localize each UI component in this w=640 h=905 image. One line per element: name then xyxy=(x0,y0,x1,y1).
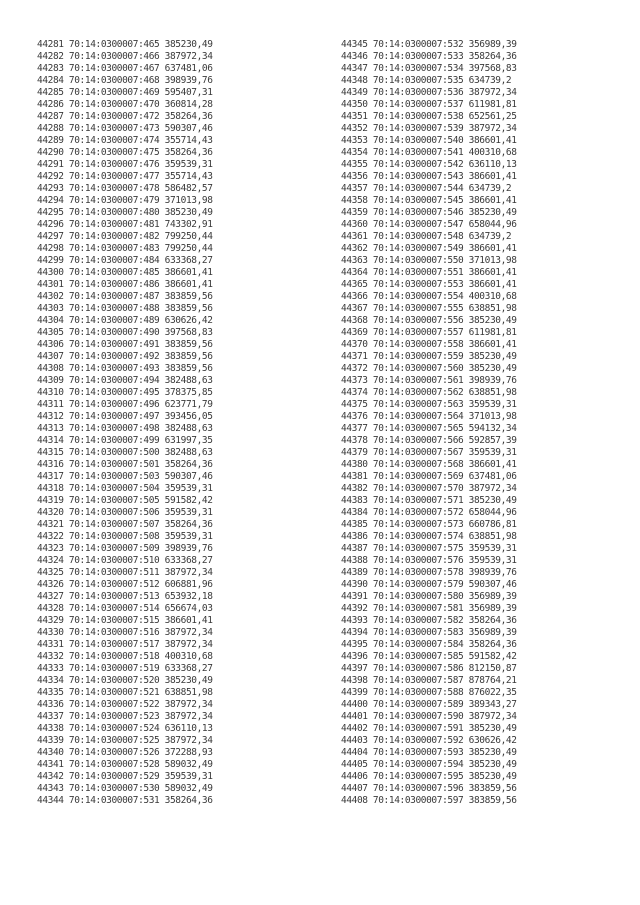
record-row: 44370 70:14:0300007:558 386601,41 xyxy=(341,339,517,350)
record-row: 44407 70:14:0300007:596 383859,56 xyxy=(341,783,517,794)
record-row: 44373 70:14:0300007:561 398939,76 xyxy=(341,375,517,386)
record-row: 44366 70:14:0300007:554 400310,68 xyxy=(341,291,517,302)
record-row: 44299 70:14:0300007:484 633368,27 xyxy=(37,255,213,266)
record-row: 44283 70:14:0300007:467 637481,06 xyxy=(37,63,213,74)
record-row: 44306 70:14:0300007:491 383859,56 xyxy=(37,339,213,350)
record-row: 44395 70:14:0300007:584 358264,36 xyxy=(341,639,517,650)
record-row: 44300 70:14:0300007:485 386601,41 xyxy=(37,267,213,278)
record-row: 44364 70:14:0300007:551 386601,41 xyxy=(341,267,517,278)
record-row: 44295 70:14:0300007:480 385230,49 xyxy=(37,207,213,218)
record-row: 44367 70:14:0300007:555 638851,98 xyxy=(341,303,517,314)
record-row: 44405 70:14:0300007:594 385230,49 xyxy=(341,759,517,770)
record-row: 44357 70:14:0300007:544 634739,2 xyxy=(341,183,512,194)
record-row: 44381 70:14:0300007:569 637481,06 xyxy=(341,471,517,482)
record-row: 44317 70:14:0300007:503 590307,46 xyxy=(37,471,213,482)
record-row: 44338 70:14:0300007:524 636110,13 xyxy=(37,723,213,734)
record-row: 44392 70:14:0300007:581 356989,39 xyxy=(341,603,517,614)
record-row: 44335 70:14:0300007:521 638851,98 xyxy=(37,687,213,698)
record-row: 44391 70:14:0300007:580 356989,39 xyxy=(341,591,517,602)
record-row: 44315 70:14:0300007:500 382488,63 xyxy=(37,447,213,458)
record-row: 44307 70:14:0300007:492 383859,56 xyxy=(37,351,213,362)
record-row: 44319 70:14:0300007:505 591582,42 xyxy=(37,495,213,506)
record-row: 44289 70:14:0300007:474 355714,43 xyxy=(37,135,213,146)
record-row: 44301 70:14:0300007:486 386601,41 xyxy=(37,279,213,290)
record-row: 44396 70:14:0300007:585 591582,42 xyxy=(341,651,517,662)
record-row: 44344 70:14:0300007:531 358264,36 xyxy=(37,795,213,806)
record-row: 44383 70:14:0300007:571 385230,49 xyxy=(341,495,517,506)
record-row: 44329 70:14:0300007:515 386601,41 xyxy=(37,615,213,626)
record-row: 44333 70:14:0300007:519 633368,27 xyxy=(37,663,213,674)
record-row: 44298 70:14:0300007:483 799250,44 xyxy=(37,243,213,254)
record-row: 44378 70:14:0300007:566 592857,39 xyxy=(341,435,517,446)
record-row: 44352 70:14:0300007:539 387972,34 xyxy=(341,123,517,134)
record-row: 44380 70:14:0300007:568 386601,41 xyxy=(341,459,517,470)
record-row: 44302 70:14:0300007:487 383859,56 xyxy=(37,291,213,302)
record-row: 44308 70:14:0300007:493 383859,56 xyxy=(37,363,213,374)
record-row: 44323 70:14:0300007:509 398939,76 xyxy=(37,543,213,554)
record-row: 44337 70:14:0300007:523 387972,34 xyxy=(37,711,213,722)
record-row: 44399 70:14:0300007:588 876022,35 xyxy=(341,687,517,698)
record-row: 44287 70:14:0300007:472 358264,36 xyxy=(37,111,213,122)
record-row: 44336 70:14:0300007:522 387972,34 xyxy=(37,699,213,710)
record-row: 44334 70:14:0300007:520 385230,49 xyxy=(37,675,213,686)
record-row: 44374 70:14:0300007:562 638851,98 xyxy=(341,387,517,398)
record-row: 44281 70:14:0300007:465 385230,49 xyxy=(37,39,213,50)
record-row: 44282 70:14:0300007:466 387972,34 xyxy=(37,51,213,62)
record-row: 44345 70:14:0300007:532 356989,39 xyxy=(341,39,517,50)
record-row: 44388 70:14:0300007:576 359539,31 xyxy=(341,555,517,566)
record-row: 44313 70:14:0300007:498 382488,63 xyxy=(37,423,213,434)
record-row: 44330 70:14:0300007:516 387972,34 xyxy=(37,627,213,638)
record-row: 44340 70:14:0300007:526 372288,93 xyxy=(37,747,213,758)
record-row: 44284 70:14:0300007:468 398939,76 xyxy=(37,75,213,86)
record-row: 44312 70:14:0300007:497 393456,05 xyxy=(37,411,213,422)
record-row: 44363 70:14:0300007:550 371013,98 xyxy=(341,255,517,266)
record-row: 44310 70:14:0300007:495 378375,85 xyxy=(37,387,213,398)
record-row: 44348 70:14:0300007:535 634739,2 xyxy=(341,75,512,86)
record-row: 44331 70:14:0300007:517 387972,34 xyxy=(37,639,213,650)
record-row: 44341 70:14:0300007:528 589032,49 xyxy=(37,759,213,770)
record-row: 44379 70:14:0300007:567 359539,31 xyxy=(341,447,517,458)
record-row: 44384 70:14:0300007:572 658044,96 xyxy=(341,507,517,518)
record-row: 44305 70:14:0300007:490 397568,83 xyxy=(37,327,213,338)
record-row: 44400 70:14:0300007:589 389343,27 xyxy=(341,699,517,710)
record-row: 44382 70:14:0300007:570 387972,34 xyxy=(341,483,517,494)
record-row: 44285 70:14:0300007:469 595407,31 xyxy=(37,87,213,98)
record-row: 44397 70:14:0300007:586 812150,87 xyxy=(341,663,517,674)
record-row: 44387 70:14:0300007:575 359539,31 xyxy=(341,543,517,554)
record-row: 44393 70:14:0300007:582 358264,36 xyxy=(341,615,517,626)
record-row: 44394 70:14:0300007:583 356989,39 xyxy=(341,627,517,638)
record-row: 44385 70:14:0300007:573 660786,81 xyxy=(341,519,517,530)
record-row: 44358 70:14:0300007:545 386601,41 xyxy=(341,195,517,206)
record-row: 44288 70:14:0300007:473 590307,46 xyxy=(37,123,213,134)
record-row: 44351 70:14:0300007:538 652561,25 xyxy=(341,111,517,122)
record-row: 44347 70:14:0300007:534 397568,83 xyxy=(341,63,517,74)
record-row: 44311 70:14:0300007:496 623771,79 xyxy=(37,399,213,410)
record-row: 44291 70:14:0300007:476 359539,31 xyxy=(37,159,213,170)
record-row: 44286 70:14:0300007:470 360814,28 xyxy=(37,99,213,110)
record-row: 44369 70:14:0300007:557 611981,81 xyxy=(341,327,517,338)
record-row: 44372 70:14:0300007:560 385230,49 xyxy=(341,363,517,374)
right-record-column xyxy=(341,39,517,807)
record-row: 44356 70:14:0300007:543 386601,41 xyxy=(341,171,517,182)
record-row: 44355 70:14:0300007:542 636110,13 xyxy=(341,159,517,170)
record-row: 44402 70:14:0300007:591 385230,49 xyxy=(341,723,517,734)
record-row: 44371 70:14:0300007:559 385230,49 xyxy=(341,351,517,362)
record-row: 44342 70:14:0300007:529 359539,31 xyxy=(37,771,213,782)
record-row: 44353 70:14:0300007:540 386601,41 xyxy=(341,135,517,146)
record-row: 44314 70:14:0300007:499 631997,35 xyxy=(37,435,213,446)
record-row: 44359 70:14:0300007:546 385230,49 xyxy=(341,207,517,218)
record-row: 44368 70:14:0300007:556 385230,49 xyxy=(341,315,517,326)
record-row: 44303 70:14:0300007:488 383859,56 xyxy=(37,303,213,314)
record-row: 44316 70:14:0300007:501 358264,36 xyxy=(37,459,213,470)
record-row: 44365 70:14:0300007:553 386601,41 xyxy=(341,279,517,290)
record-row: 44322 70:14:0300007:508 359539,31 xyxy=(37,531,213,542)
record-row: 44296 70:14:0300007:481 743302,91 xyxy=(37,219,213,230)
record-row: 44320 70:14:0300007:506 359539,31 xyxy=(37,507,213,518)
record-row: 44386 70:14:0300007:574 638851,98 xyxy=(341,531,517,542)
record-row: 44350 70:14:0300007:537 611981,81 xyxy=(341,99,517,110)
record-row: 44325 70:14:0300007:511 387972,34 xyxy=(37,567,213,578)
record-row: 44332 70:14:0300007:518 400310,68 xyxy=(37,651,213,662)
record-row: 44398 70:14:0300007:587 878764,21 xyxy=(341,675,517,686)
record-row: 44354 70:14:0300007:541 400310,68 xyxy=(341,147,517,158)
record-row: 44390 70:14:0300007:579 590307,46 xyxy=(341,579,517,590)
record-row: 44408 70:14:0300007:597 383859,56 xyxy=(341,795,517,806)
record-row: 44327 70:14:0300007:513 653932,18 xyxy=(37,591,213,602)
record-row: 44403 70:14:0300007:592 630626,42 xyxy=(341,735,517,746)
record-row: 44294 70:14:0300007:479 371013,98 xyxy=(37,195,213,206)
record-row: 44389 70:14:0300007:578 398939,76 xyxy=(341,567,517,578)
record-row: 44304 70:14:0300007:489 630626,42 xyxy=(37,315,213,326)
record-row: 44297 70:14:0300007:482 799250,44 xyxy=(37,231,213,242)
record-row: 44401 70:14:0300007:590 387972,34 xyxy=(341,711,517,722)
record-row: 44346 70:14:0300007:533 358264,36 xyxy=(341,51,517,62)
record-row: 44339 70:14:0300007:525 387972,34 xyxy=(37,735,213,746)
record-row: 44376 70:14:0300007:564 371013,98 xyxy=(341,411,517,422)
record-row: 44328 70:14:0300007:514 656674,03 xyxy=(37,603,213,614)
record-row: 44318 70:14:0300007:504 359539,31 xyxy=(37,483,213,494)
record-row: 44293 70:14:0300007:478 586482,57 xyxy=(37,183,213,194)
record-row: 44375 70:14:0300007:563 359539,31 xyxy=(341,399,517,410)
record-row: 44290 70:14:0300007:475 358264,36 xyxy=(37,147,213,158)
record-row: 44361 70:14:0300007:548 634739,2 xyxy=(341,231,512,242)
record-row: 44404 70:14:0300007:593 385230,49 xyxy=(341,747,517,758)
record-row: 44321 70:14:0300007:507 358264,36 xyxy=(37,519,213,530)
record-row: 44309 70:14:0300007:494 382488,63 xyxy=(37,375,213,386)
left-record-column xyxy=(37,39,213,807)
record-row: 44406 70:14:0300007:595 385230,49 xyxy=(341,771,517,782)
record-row: 44292 70:14:0300007:477 355714,43 xyxy=(37,171,213,182)
record-row: 44377 70:14:0300007:565 594132,34 xyxy=(341,423,517,434)
record-row: 44362 70:14:0300007:549 386601,41 xyxy=(341,243,517,254)
record-row: 44360 70:14:0300007:547 658044,96 xyxy=(341,219,517,230)
record-row: 44343 70:14:0300007:530 589032,49 xyxy=(37,783,213,794)
record-row: 44324 70:14:0300007:510 633368,27 xyxy=(37,555,213,566)
record-row: 44326 70:14:0300007:512 606881,96 xyxy=(37,579,213,590)
record-row: 44349 70:14:0300007:536 387972,34 xyxy=(341,87,517,98)
